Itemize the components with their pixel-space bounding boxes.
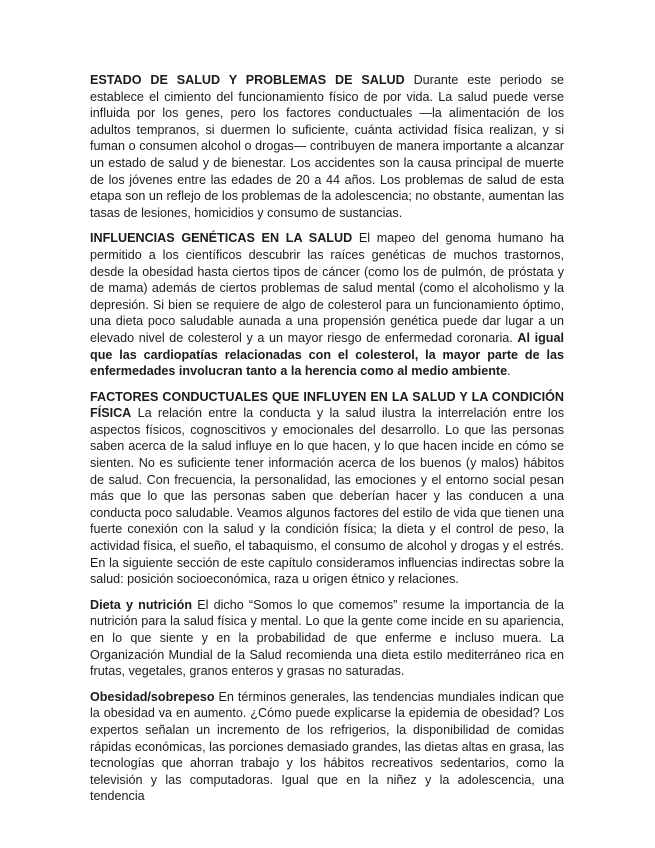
paragraph-estado-de-salud — [90, 72, 564, 221]
paragraph-body: La relación entre la conducta y la salud ilustra la interrelación entre los aspectos físicos, cognoscitivos y emocionales del desarrollo. Lo que las personas saben acerca de la salud influye en lo que hacen, y lo que hacen incide en cómo se sienten. No es suficiente tener información acerca de los buenos (y malos) hábitos de salud. Con frecuencia, la personalidad, las emociones y el entorno social pesan más que lo que las personas saben que deberían hacer y las conducen a una conducta poco saludable. Veamos algunos factores del estilo de vida que tienen una fuerte conexión con la salud y la condición física; la dieta y el control de peso, la actividad física, el sueño, el tabaquismo, el consumo de alcohol y drogas y el estrés. En la siguiente sección de este capítulo consideramos influencias indirectas sobre la salud: posición socioeconómica, raza u origen étnico y relaciones. — [90, 406, 564, 587]
section-heading: FACTORES CONDUCTUALES QUE INFLUYEN EN LA SALUD Y LA CONDICIÓN FÍSICA — [90, 389, 564, 421]
paragraph-body: El dicho “Somos lo que comemos” resume la importancia de la nutrición para la salud física y mental. Lo que la gente come incide en su apariencia, en lo que siente y en la probabilidad de que enferme e incluso muera. La Organización Mundial de la Salud recomienda una dieta estilo mediterráneo rica en frutas, vegetales, granos enteros y grasas no saturadas. — [90, 597, 565, 679]
paragraph-factores-conductuales — [90, 389, 564, 588]
paragraph-influencias-geneticas — [90, 230, 564, 379]
paragraph-body: El mapeo del genoma humano ha permitido a los científicos descubrir las raíces genéticas de muchos trastornos, desde la obesidad hasta ciertos tipos de cáncer (como los de pulmón, de próstata y de mama) además de ciertos problemas de salud mental (como el alcoholismo y la depresión. Si bien se requiere de algo de colesterol para un funcionamiento óptimo, una dieta poco saludable aunada a una propensión genética puede dar lugar a un elevado nivel de colesterol y a un mayor riesgo de enfermedad coronaria. — [90, 231, 564, 345]
paragraph-body: En términos generales, las tendencias mundiales indican que la obesidad va en aumento. ¿Cómo puede explicarse la epidemia de obesidad? Los expertos señalan un incremento de los refrigerios, la disponibilidad de comidas rápidas económicas, las porciones demasiado grandes, las dietas altas en grasa, las tecnologías que ahorran trabajo y los hábitos recreativos sedentarios, como la televisión y las computadoras. Igual que en la niñez y la adolescencia, una tendencia — [90, 689, 564, 804]
emphasized-sentence: Al igual que las cardiopatías relacionadas con el colesterol, la mayor parte de las enfermedades involucran tanto a la herencia como al medio ambiente — [90, 330, 565, 379]
subsection-heading: Dieta y nutrición — [90, 597, 193, 612]
section-heading: INFLUENCIAS GENÉTICAS EN LA SALUD — [90, 231, 353, 246]
paragraph-dieta-y-nutricion — [90, 597, 564, 680]
subsection-heading: Obesidad/sobrepeso — [90, 689, 215, 704]
section-heading: ESTADO DE SALUD Y PROBLEMAS DE SALUD — [90, 73, 405, 87]
document-page — [90, 72, 564, 814]
paragraph-body: Durante este periodo se establece el cimiento del funcionamiento físico de por vida. La salud puede verse influida por los genes, pero los factores conductuales —la alimentación de los adultos tempranos, si duermen lo suficiente, cuánta actividad física realizan, y si fuman o consumen alcohol o drogas— contribuyen de manera importante a alcanzar un estado de salud y de bienestar. Los accidentes son la causa principal de muerte de los jóvenes entre las edades de 20 a 44 años. Los problemas de salud de esta etapa son un reflejo de los problemas de la adolescencia; no obstante, aumentan las tasas de lesiones, homicidios y consumo de sustancias. — [90, 73, 564, 220]
paragraph-tail: . — [507, 364, 511, 379]
paragraph-obesidad-sobrepeso — [90, 689, 564, 805]
